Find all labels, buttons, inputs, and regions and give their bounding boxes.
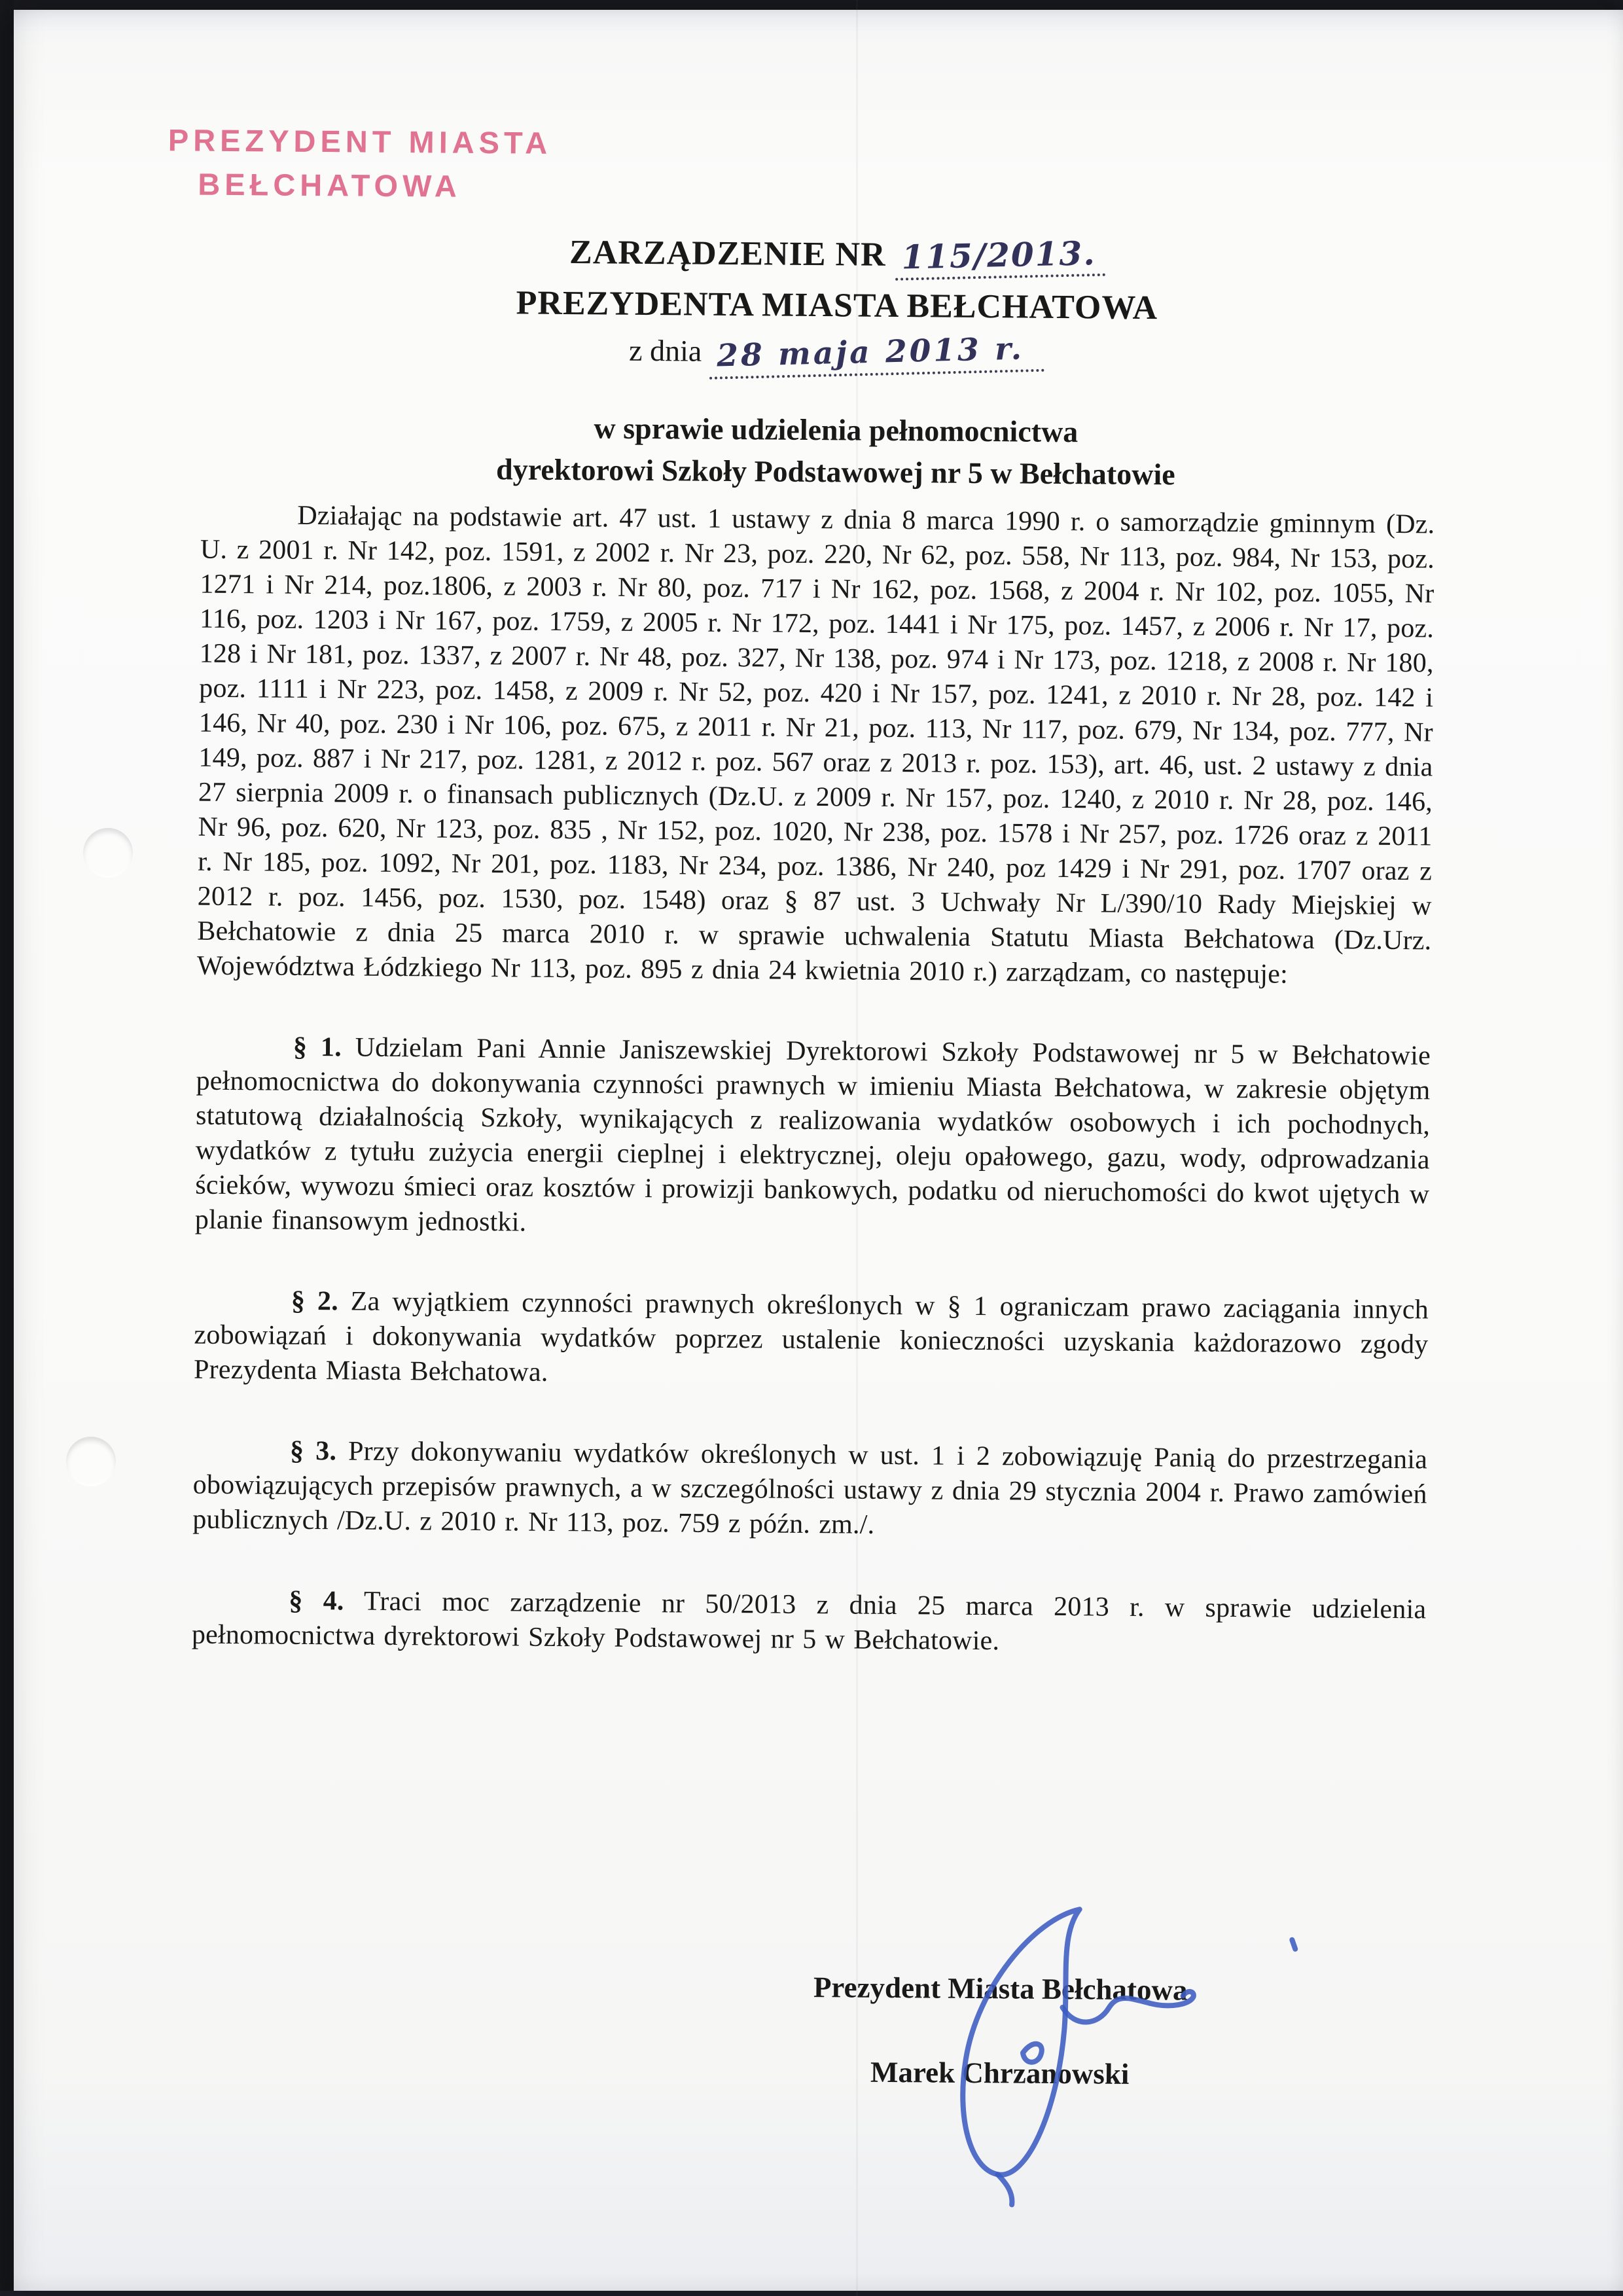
subject-line: w sprawie udzielenia pełnomocnictwa — [594, 411, 1079, 449]
section-text: Za wyjątkiem czynności prawnych określonych w § 1 ograniczam prawo zaciągania innych zobowiązań i dokonywania wydatków poprzez ustalenie konieczności uzyskania każdorazowo zgody Prezydenta Miasta Bełchatowa. — [193, 1286, 1429, 1388]
section-paragraph-3 — [192, 1433, 1427, 1547]
handwritten-date: 28 maja 2013 r. — [709, 331, 1044, 380]
ordinance-heading — [45, 228, 1623, 382]
signer-role: Prezydent Miasta Bełchatowa — [813, 1971, 1188, 2007]
handwritten-ordinance-number: 115/2013. — [895, 234, 1106, 281]
section-paragraph-1 — [195, 1030, 1431, 1247]
section-text: Traci moc zarządzenie nr 50/2013 z dnia 25 marca 2013 r. w sprawie udzielenia pełnomocnictwa dyrektorowi Szkoły Podstawowej nr 5 w Bełchatowie. — [191, 1586, 1427, 1657]
section-paragraph-2 — [194, 1283, 1429, 1397]
document-body — [192, 498, 1435, 1662]
section-text: Przy dokonywaniu wydatków określonych w ust. 1 i 2 zobowiązuję Panią do przestrzegania obowiązujących przepisów prawnych, a w szczególności ustawy z dnia 29 stycznia 2004 r. Prawo zamówień publicznych /Dz.U. z 2010 r. Nr 113, poz. 759 z późn. zm./. — [192, 1436, 1428, 1540]
punch-hole — [83, 828, 133, 878]
date-prefix: z dnia — [628, 333, 702, 368]
section-label: § 4. — [289, 1585, 344, 1617]
date-line — [45, 328, 1623, 382]
section-label: § 3. — [289, 1435, 337, 1467]
punch-hole — [66, 1437, 116, 1486]
subject-heading — [44, 403, 1623, 499]
section-paragraph-4 — [192, 1583, 1427, 1662]
ordinance-number-line — [45, 228, 1623, 283]
stamp-line: PREZYDENT MIASTA — [168, 122, 552, 160]
mayor-office-stamp — [168, 122, 552, 205]
section-label: § 1. — [293, 1031, 342, 1063]
signer-name: Marek Chrzanowski — [870, 2055, 1130, 2090]
ordinance-label: ZARZĄDZENIE NR — [569, 234, 886, 274]
subject-line: dyrektorowi Szkoły Podstawowej nr 5 w Bełchatowie — [495, 452, 1175, 492]
issuer-line: PREZYDENTA MIASTA BEŁCHATOWA — [516, 284, 1158, 327]
section-label: § 2. — [291, 1285, 339, 1317]
section-text: Udzielam Pani Annie Janiszewskiej Dyrektorowi Szkoły Podstawowej nr 5 w Bełchatowie pełnomocnictwa do dokonywania czynności prawnych w imieniu Miasta Bełchatowa, w zakresie objętym statutową działalnością Szkoły, wynikających z realizowania wydatków osobowych i ich pochodnych, wydatków z tytułu zużycia energii cieplnej i elektrycznej, oleju opałowego, gazu, wody, odprowadzania ścieków, wywozu śmieci oraz kosztów i prowizji bankowych, podatku od nieruchomości do kwot ujętych w planie finansowym jednostki. — [194, 1032, 1431, 1238]
legal-preamble: Działając na podstawie art. 47 ust. 1 ustawy z dnia 8 marca 1990 r. o samorządzie gminnym (Dz. U. z 2001 r. Nr 142, poz. 1591, z 2002 r. Nr 23, poz. 220, Nr 62, poz. 558, Nr 113, poz. 984, Nr 153, poz. 1271 i Nr 214, poz.1806, z 2003 r. Nr 80, poz. 717 i Nr 162, poz. 1568, z 2004 r. Nr 102, poz. 1055, Nr 116, poz. 1203 i Nr 167, poz. 1759, z 2005 r. Nr 172, poz. 1441 i Nr 175, poz. 1457, z 2006 r. Nr 17, poz. 128 i Nr 181, poz. 1337, z 2007 r. Nr 48, poz. 327, Nr 138, poz. 974 i Nr 173, poz. 1218, z 2008 r. Nr 180, poz. 1111 i Nr 223, poz. 1458, z 2009 r. Nr 52, poz. 420 i Nr 157, poz. 1241, z 2010 r. Nr 28, poz. 142 i 146, Nr 40, poz. 230 i Nr 106, poz. 675, z 2011 r. Nr 21, poz. 113, Nr 117, poz. 679, Nr 134, poz. 777, Nr 149, poz. 887 i Nr 217, poz. 1281, z 2012 r. poz. 567 oraz z 2013 r. poz. 153), art. 46, ust. 2 ustawy z dnia 27 sierpnia 2009 r. o finansach publicznych (Dz.U. z 2009 r. Nr 157, poz. 1240, z 2010 r. Nr 28, poz. 146, Nr 96, poz. 620, Nr 123, poz. 835 , Nr 152, poz. 1020, Nr 238, poz. 1578 i Nr 257, poz. 1726 oraz z 2011 r. Nr 185, poz. 1092, Nr 201, poz. 1183, Nr 234, poz. 1386, Nr 240, poz 1429 i Nr 291, poz. 1707 oraz z 2012 r. poz. 1456, poz. 1530, poz. 1548) oraz § 87 ust. 3 Uchwały Nr L/390/10 Rady Miejskiej w Bełchatowie z dnia 25 marca 2010 r. w sprawie uchwalenia Statutu Miasta Bełchatowa (Dz.Urz. Województwa Łódzkiego Nr 113, poz. 895 z dnia 24 kwietnia 2010 r.) zarządzam, co następuje: — [196, 500, 1435, 990]
stamp-line: BEŁCHATOWA — [198, 166, 461, 204]
signature-ink — [912, 1887, 1334, 2221]
